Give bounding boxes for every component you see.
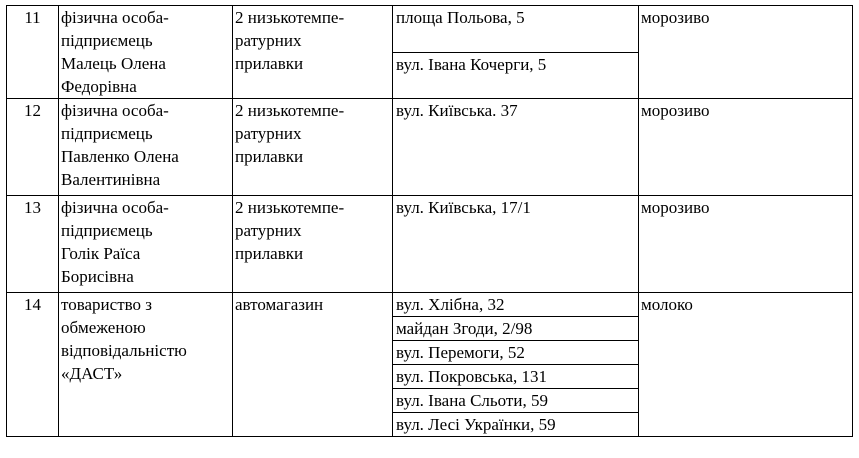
product-cell: молоко (639, 293, 853, 437)
row-number: 11 (7, 6, 59, 99)
product-cell: морозиво (639, 196, 853, 293)
row-number: 13 (7, 196, 59, 293)
product-cell: морозиво (639, 6, 853, 99)
address-cell: вул. Покровська, 131 (393, 365, 639, 389)
address-cell: вул. Хлібна, 32 (393, 293, 639, 317)
equipment-cell: 2 низькотемпе- ратурних прилавки (233, 6, 393, 99)
trade-points-table (6, 5, 853, 437)
address-cell: вул. Івана Кочерги, 5 (393, 52, 639, 99)
table-row (7, 99, 853, 196)
address-cell: вул. Київська. 37 (393, 99, 639, 196)
equipment-cell: 2 низькотемпе- ратурних прилавки (233, 196, 393, 293)
address-cell: майдан Згоди, 2/98 (393, 317, 639, 341)
address-cell: площа Польова, 5 (393, 6, 639, 53)
entity-cell: товариство з обмеженою відповідальністю «ДАСТ» (59, 293, 233, 437)
product-cell: морозиво (639, 99, 853, 196)
address-cell: вул. Київська, 17/1 (393, 196, 639, 293)
entity-cell: фізична особа- підприємець Малець Олена Федорівна (59, 6, 233, 99)
entity-cell: фізична особа- підприємець Голік Раїса Борисівна (59, 196, 233, 293)
table-row (7, 293, 853, 317)
address-cell: вул. Лесі Українки, 59 (393, 413, 639, 437)
equipment-cell: 2 низькотемпе- ратурних прилавки (233, 99, 393, 196)
row-number: 12 (7, 99, 59, 196)
row-number: 14 (7, 293, 59, 437)
table-row (7, 196, 853, 293)
address-cell: вул. Перемоги, 52 (393, 341, 639, 365)
entity-cell: фізична особа- підприємець Павленко Олена Валентинівна (59, 99, 233, 196)
address-cell: вул. Івана Сльоти, 59 (393, 389, 639, 413)
table-row (7, 6, 853, 53)
equipment-cell: автомагазин (233, 293, 393, 437)
